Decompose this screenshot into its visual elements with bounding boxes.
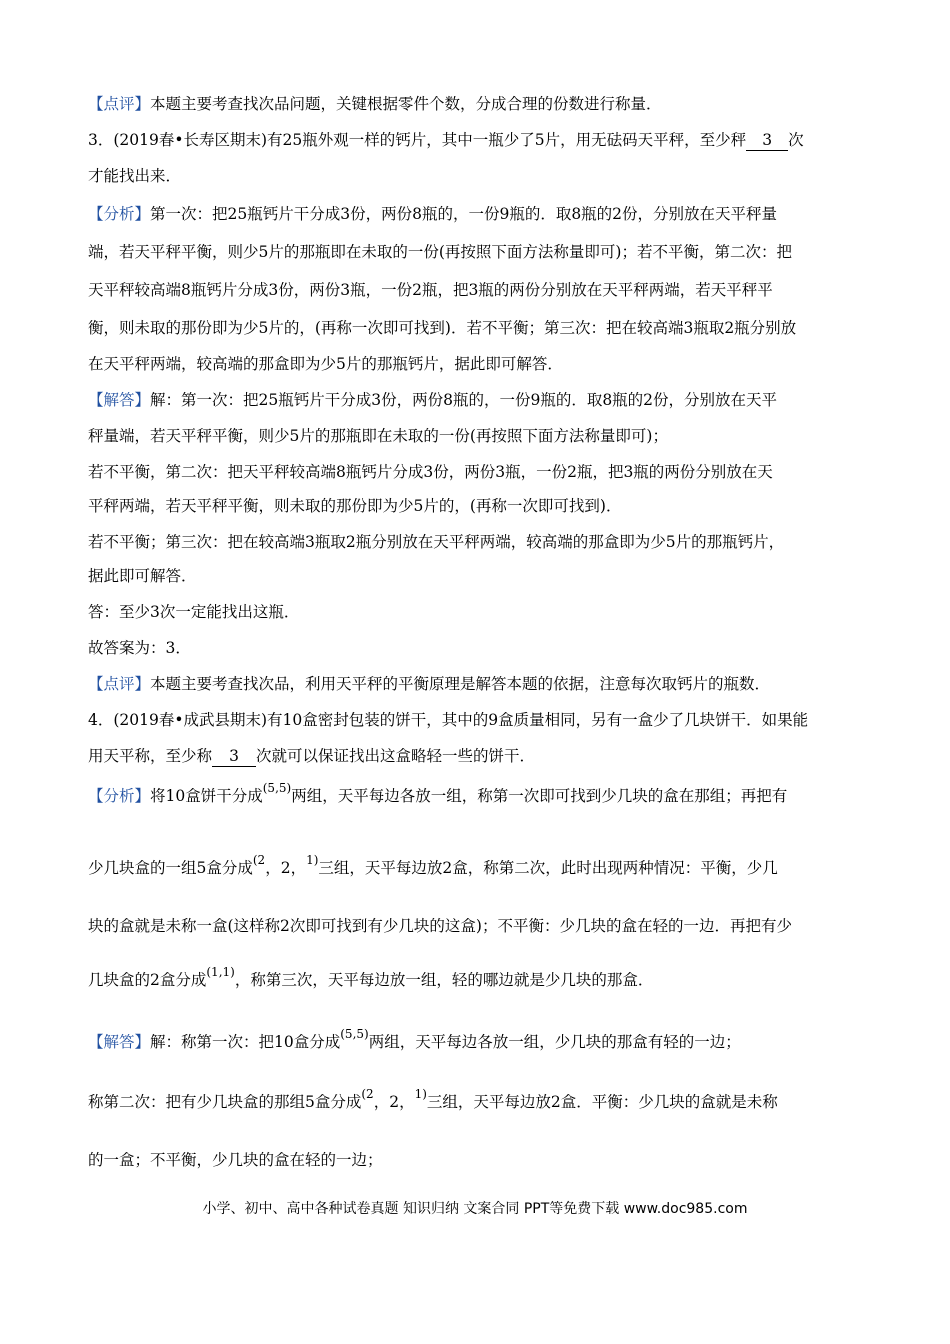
solution-tag: 【解答】	[88, 391, 151, 409]
answer-blank: 3	[212, 746, 256, 767]
solution-text: ，2，	[373, 1093, 415, 1111]
comment-paragraph-3	[88, 674, 770, 694]
solution-3-line-2: 秤量端，若天平秤平衡，则少5片的那瓶即在未取的一份(再按照下面方法称量即可)；	[88, 427, 668, 445]
analysis-text: ，称第三次，天平每边放一组，轻的哪边就是少几块的那盒．	[234, 971, 654, 989]
comment-tag: 【点评】	[88, 675, 151, 693]
question-3	[88, 130, 804, 151]
solution-3-line-1	[88, 390, 777, 410]
solution-text: 称第二次：把有少几块盒的那组5盒分成	[88, 1093, 362, 1111]
solution-3-line-5: 若不平衡；第三次：把在较高端3瓶取2瓶分别放在天平秤两端，较高端的那盒即为少5片的那瓶钙片，	[88, 533, 785, 551]
math-tuple: (5,5)	[262, 781, 292, 795]
question-3-text-end: 次	[788, 131, 804, 149]
question-4-line-2	[88, 746, 535, 767]
solution-4-line-2	[88, 1087, 778, 1113]
analysis-text: 将10盒饼干分成	[150, 787, 263, 805]
page-footer: 小学、初中、高中各种试卷真题 知识归纳 文案合同 PPT等免费下载 www.doc985.com	[202, 1201, 748, 1217]
comment-tag: 【点评】	[88, 95, 151, 113]
math-tuple: 1)	[306, 853, 319, 867]
answer-blank: 3	[746, 130, 788, 151]
analysis-text: ，2，	[265, 859, 307, 877]
solution-text: 解：称第一次：把10盒分成	[150, 1033, 341, 1051]
analysis-3-line-3: 天平秤较高端8瓶钙片分成3份，两份3瓶，一份2瓶，把3瓶的两份分别放在天平秤两端，若天平秤平	[88, 281, 773, 299]
analysis-tag: 【分析】	[88, 205, 151, 223]
question-4-text: 用天平称，至少称	[88, 747, 213, 765]
analysis-text: 两组，天平每边各放一组，称第一次即可找到少几块的盒在那组；再把有	[291, 787, 788, 805]
analysis-4-line-2	[88, 853, 778, 879]
analysis-tag: 【分析】	[88, 787, 151, 805]
analysis-3-line-1	[88, 204, 777, 224]
solution-text: 三组，天平每边放2盒．平衡：少几块的盒就是未称	[426, 1093, 778, 1111]
question-3-line-2: 才能找出来．	[88, 167, 182, 185]
math-tuple: (1,1)	[206, 965, 235, 979]
question-4-text-end: 次就可以保证找出这盒略轻一些的饼干．	[256, 747, 536, 765]
question-4-line-1: 4．(2019春•成武县期末)有10盒密封包装的饼干，其中的9盒质量相同，另有一盒少了几块饼干．如果能	[88, 711, 809, 729]
solution-text: 两组，天平每边各放一组，少几块的那盒有轻的一边；	[368, 1033, 741, 1051]
question-3-text: 3．(2019春•长寿区期末)有25瓶外观一样的钙片，其中一瓶少了5片，用无砝码天平秤，至少秤	[88, 131, 747, 149]
analysis-3-line-2: 端，若天平秤平衡，则少5片的那瓶即在未取的一份(再按照下面方法称量即可)；若不平衡，第二次：把	[88, 243, 792, 261]
solution-3-line-4: 平秤两端，若天平秤平衡，则未取的那份即为少5片的，(再称一次即可找到)．	[88, 497, 622, 515]
analysis-4-line-1	[88, 781, 788, 807]
solution-text: 解：第一次：把25瓶钙片干分成3份，两份8瓶的，一份9瓶的．取8瓶的2份，分别放在天平	[150, 391, 778, 409]
comment-text: 本题主要考查找次品问题，关键根据零件个数，分成合理的份数进行称量．	[150, 95, 662, 113]
analysis-text: 第一次：把25瓶钙片干分成3份，两份8瓶的，一份9瓶的．取8瓶的2份，分别放在天平秤量	[150, 205, 778, 223]
math-tuple: 1)	[414, 1087, 427, 1101]
solution-3-final: 故答案为：3．	[88, 639, 191, 657]
comment-paragraph-2	[88, 94, 662, 114]
solution-3-answer: 答：至少3次一定能找出这瓶．	[88, 603, 300, 621]
math-tuple: (2	[361, 1087, 374, 1101]
analysis-3-line-5: 在天平秤两端，较高端的那盒即为少5片的那瓶钙片，据此即可解答．	[88, 355, 563, 373]
analysis-4-line-3: 块的盒就是未称一盒(这样称2次即可找到有少几块的这盒)；不平衡：少几块的盒在轻的一边．再把有少	[88, 917, 792, 935]
math-tuple: (2	[252, 853, 266, 867]
solution-tag: 【解答】	[88, 1033, 151, 1051]
analysis-text: 几块盒的2盒分成	[88, 971, 207, 989]
math-tuple: (5,5)	[340, 1027, 369, 1041]
solution-4-line-3: 的一盒；不平衡，少几块的盒在轻的一边；	[88, 1151, 383, 1169]
analysis-text: 少几块盒的一组5盒分成	[88, 859, 253, 877]
analysis-3-line-4: 衡，则未取的那份即为少5片的，(再称一次即可找到)．若不平衡；第三次：把在较高端3瓶取2瓶分别放	[88, 319, 797, 337]
analysis-text: 三组，天平每边放2盒，称第二次，此时出现两种情况：平衡，少几	[318, 859, 778, 877]
solution-3-line-3: 若不平衡，第二次：把天平秤较高端8瓶钙片分成3份，两份3瓶，一份2瓶，把3瓶的两份分别放在天	[88, 463, 773, 481]
analysis-4-line-4	[88, 965, 654, 991]
solution-3-line-6: 据此即可解答．	[88, 567, 197, 585]
comment-text: 本题主要考查找次品，利用天平秤的平衡原理是解答本题的依据，注意每次取钙片的瓶数．	[150, 675, 771, 693]
solution-4-line-1	[88, 1027, 741, 1053]
